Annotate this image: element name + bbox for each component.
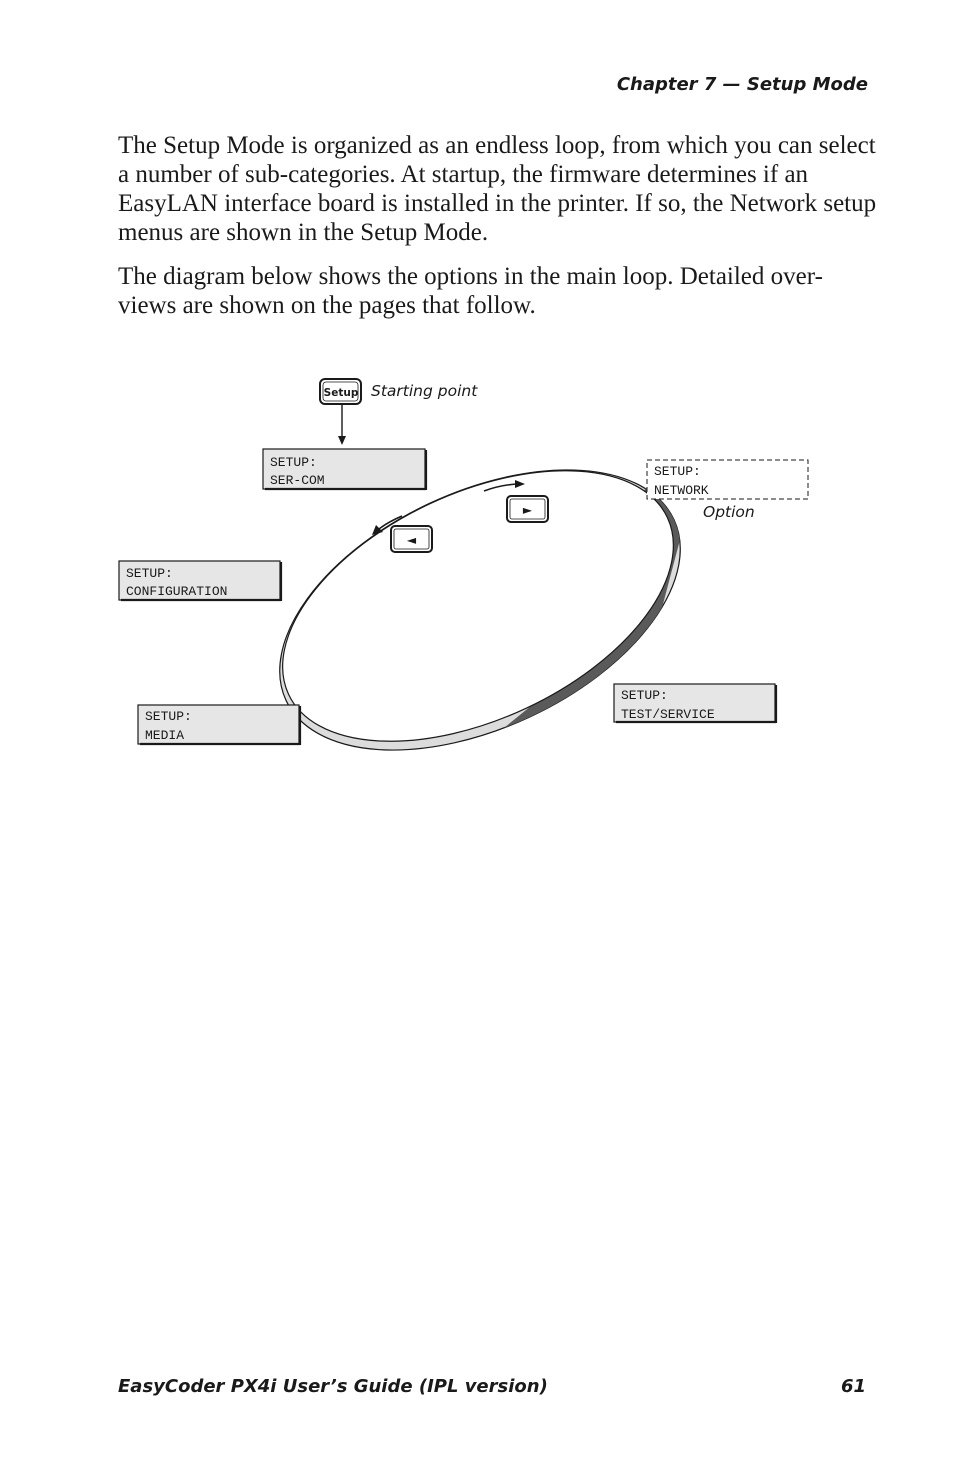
network-line2: NETWORK (654, 483, 709, 498)
forward-key-icon (507, 496, 548, 522)
diagram-intro-paragraph: The diagram below shows the options in the main loop. Detailed over-views are shown on the pages that follow. (118, 263, 823, 319)
media-line1: SETUP: (145, 709, 192, 724)
media-line2: MEDIA (145, 728, 185, 743)
test-service-line1: SETUP: (621, 688, 668, 703)
footer-guide-title: EasyCoder PX4i User’s Guide (IPL version) (118, 1376, 548, 1397)
configuration-line1: SETUP: (126, 566, 173, 581)
setup-key-label: Setup (323, 387, 359, 399)
setup-network-box (647, 460, 808, 499)
configuration-line2: CONFIGURATION (126, 584, 228, 599)
sercom-line2: SER-COM (270, 473, 325, 488)
test-service-line2: TEST/SERVICE (621, 707, 715, 722)
setup-test-service-box (614, 684, 776, 723)
starting-point-label: Starting point (371, 382, 478, 400)
forward-key-glyph: ► (522, 503, 533, 517)
page-header: Chapter 7 — Setup Mode (616, 74, 868, 95)
back-key-icon (391, 526, 432, 552)
setup-mode-loop-diagram (0, 370, 954, 770)
intro-paragraph: The Setup Mode is organized as an endless loop, from which you can select a number of sub-categories. At startup, the firmware determines if an EasyLAN interface board is installed in the printer. If so, the Network setup menus are shown in the Setup Mode. (118, 132, 877, 246)
setup-configuration-box (119, 561, 281, 601)
back-key-glyph: ◄ (406, 533, 417, 547)
network-line1: SETUP: (654, 464, 701, 479)
page-number: 61 (840, 1376, 866, 1397)
setup-sercom-box (263, 449, 426, 490)
down-arrow-icon (338, 405, 346, 445)
option-label: Option (703, 503, 755, 521)
setup-media-box (138, 705, 300, 745)
setup-key-icon (320, 379, 361, 404)
sercom-line1: SETUP: (270, 455, 317, 470)
